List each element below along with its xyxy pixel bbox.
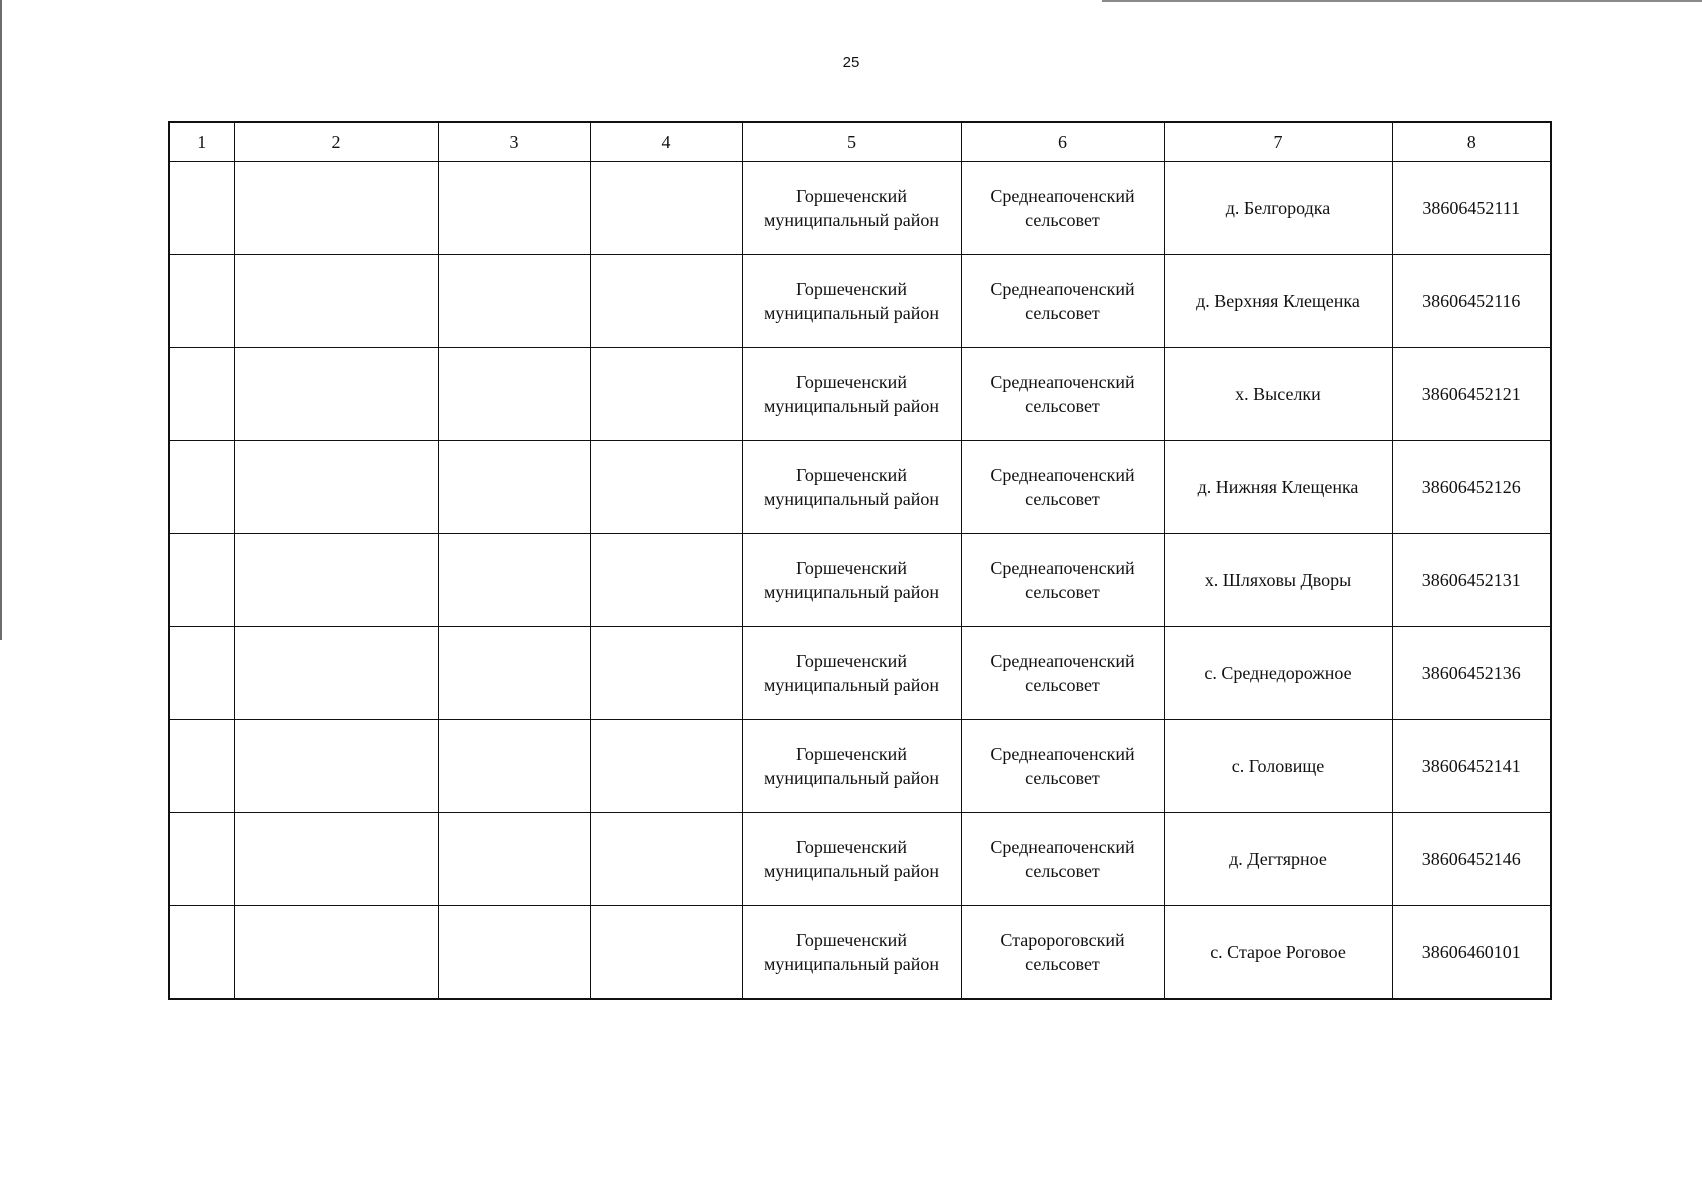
col3-cell [438,162,590,255]
column-number-8: 8 [1392,122,1551,162]
row-index-cell [169,720,234,813]
column-number-4: 4 [590,122,742,162]
col4-cell [590,348,742,441]
col2-cell [234,906,438,1000]
settlement-cell: х. Выселки [1164,348,1392,441]
settlement-cell: с. Головище [1164,720,1392,813]
col2-cell [234,255,438,348]
table-row [169,720,1551,813]
district-cell: Горшеченский муниципальный район [742,906,961,1000]
col3-cell [438,720,590,813]
row-index-cell [169,627,234,720]
district-cell: Горшеченский муниципальный район [742,441,961,534]
oktmo-code-cell: 38606452131 [1392,534,1551,627]
council-cell: Среднеапоченский сельсовет [961,627,1164,720]
col4-cell [590,255,742,348]
settlement-cell: д. Белгородка [1164,162,1392,255]
col3-cell [438,348,590,441]
settlement-cell: с. Старое Роговое [1164,906,1392,1000]
column-number-5: 5 [742,122,961,162]
col3-cell [438,255,590,348]
page-number: 25 [842,54,860,71]
row-index-cell [169,813,234,906]
settlement-cell: с. Среднедорожное [1164,627,1392,720]
col2-cell [234,441,438,534]
col2-cell [234,162,438,255]
district-cell: Горшеченский муниципальный район [742,627,961,720]
col4-cell [590,813,742,906]
council-cell: Среднеапоченский сельсовет [961,255,1164,348]
col3-cell [438,813,590,906]
scan-edge-left [0,0,2,640]
table-row [169,813,1551,906]
col2-cell [234,627,438,720]
scan-edge-top [1102,0,1702,2]
settlement-cell: д. Нижняя Клещенка [1164,441,1392,534]
col2-cell [234,534,438,627]
col4-cell [590,627,742,720]
district-cell: Горшеченский муниципальный район [742,255,961,348]
column-number-7: 7 [1164,122,1392,162]
oktmo-code-cell: 38606452146 [1392,813,1551,906]
column-number-6: 6 [961,122,1164,162]
oktmo-code-cell: 38606452121 [1392,348,1551,441]
table-row [169,348,1551,441]
district-cell: Горшеченский муниципальный район [742,162,961,255]
col3-cell [438,627,590,720]
row-index-cell [169,906,234,1000]
col3-cell [438,441,590,534]
col2-cell [234,813,438,906]
header-row [169,122,1551,162]
council-cell: Среднеапоченский сельсовет [961,348,1164,441]
col3-cell [438,906,590,1000]
col4-cell [590,534,742,627]
table-row [169,441,1551,534]
col3-cell [438,534,590,627]
district-cell: Горшеченский муниципальный район [742,534,961,627]
table-row [169,162,1551,255]
col4-cell [590,162,742,255]
oktmo-code-cell: 38606452116 [1392,255,1551,348]
column-number-2: 2 [234,122,438,162]
settlement-cell: х. Шляховы Дворы [1164,534,1392,627]
settlement-cell: д. Дегтярное [1164,813,1392,906]
council-cell: Среднеапоченский сельсовет [961,813,1164,906]
col2-cell [234,348,438,441]
council-cell: Среднеапоченский сельсовет [961,162,1164,255]
col4-cell [590,720,742,813]
table-body [169,122,1551,999]
column-number-1: 1 [169,122,234,162]
row-index-cell [169,348,234,441]
row-index-cell [169,255,234,348]
row-index-cell [169,534,234,627]
settlement-cell: д. Верхняя Клещенка [1164,255,1392,348]
oktmo-code-cell: 38606452136 [1392,627,1551,720]
table-row [169,534,1551,627]
table-row [169,906,1551,1000]
oktmo-code-cell: 38606452141 [1392,720,1551,813]
oktmo-code-cell: 38606452111 [1392,162,1551,255]
row-index-cell [169,441,234,534]
oktmo-code-cell: 38606452126 [1392,441,1551,534]
column-number-3: 3 [438,122,590,162]
council-cell: Среднеапоченский сельсовет [961,441,1164,534]
row-index-cell [169,162,234,255]
council-cell: Среднеапоченский сельсовет [961,534,1164,627]
district-cell: Горшеченский муниципальный район [742,813,961,906]
table-row [169,255,1551,348]
col4-cell [590,906,742,1000]
col2-cell [234,720,438,813]
council-cell: Старороговский сельсовет [961,906,1164,1000]
oktmo-code-cell: 38606460101 [1392,906,1551,1000]
document-table [168,121,1552,1000]
district-cell: Горшеченский муниципальный район [742,720,961,813]
council-cell: Среднеапоченский сельсовет [961,720,1164,813]
table-row [169,627,1551,720]
col4-cell [590,441,742,534]
district-cell: Горшеченский муниципальный район [742,348,961,441]
